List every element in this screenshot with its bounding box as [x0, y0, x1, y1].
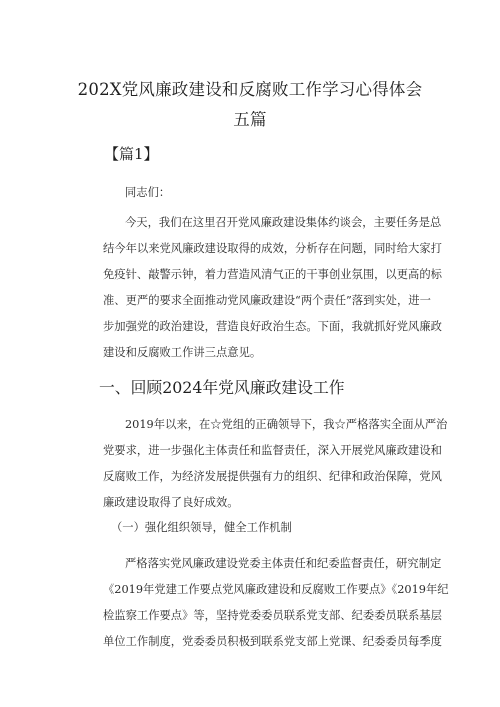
greeting-text: 同志们：: [125, 186, 171, 199]
detail-line: 单位工作制度，党委委员积极到联系党支部上党课、纪委委员每季度: [103, 635, 442, 648]
section-heading-review: 一、回顾2024年党风廉政建设工作: [99, 378, 345, 397]
detail-line: 检监察工作要点》等，坚持党委委员联系党支部、纪委委员联系基层: [103, 609, 442, 622]
review-line: 2019年以来，在☆党组的正确领导下，我☆严格落实全面从严治: [125, 418, 448, 431]
intro-line: 建设和反腐败工作讲三点意见。: [103, 346, 262, 359]
document-title-line-2: 五篇: [233, 110, 267, 129]
intro-line: 今天，我们在这里召开党风廉政建设集体约谈会，主要任务是总: [125, 216, 442, 229]
document-title-line-1: 202X党风廉政建设和反腐败工作学习心得体会: [77, 80, 423, 99]
intro-line: 步加强党的政治建设，营造良好政治生态。下面，我就抓好党风廉政: [103, 320, 442, 333]
section-tag: 【篇1】: [104, 145, 159, 163]
intro-line: 结今年以来党风廉政建设取得的成效，分析存在问题，同时给大家打: [103, 242, 442, 255]
detail-line: 严格落实党风廉政建设党委主体责任和纪委监督责任，研究制定: [125, 557, 442, 570]
review-line: 党要求，进一步强化主体责任和监督责任，深入开展党风廉政建设和: [103, 444, 442, 457]
intro-line: 准、更严的要求全面推动党风廉政建设“两个责任”落到实处，进一: [103, 294, 431, 307]
review-line: 廉政建设取得了良好成效。: [103, 496, 239, 509]
subheading-organization: （一）强化组织领导，健全工作机制: [111, 521, 292, 534]
review-line: 反腐败工作，为经济发展提供强有力的组织、纪律和政治保障，党风: [103, 470, 442, 483]
intro-line: 免疫针、敲警示钟，着力营造风清气正的干事创业氛围，以更高的标: [103, 268, 442, 281]
detail-line: 《2019年党建工作要点党风廉政建设和反腐败工作要点》《2019年纪: [103, 583, 449, 596]
